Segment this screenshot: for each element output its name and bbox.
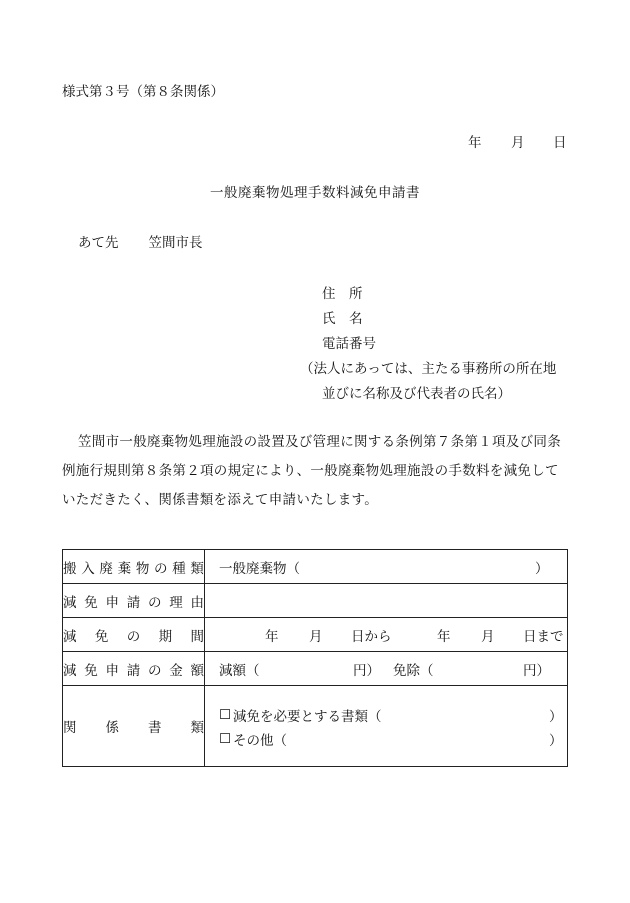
period-label bbox=[63, 618, 205, 652]
period-end-month: 月 bbox=[481, 628, 495, 645]
waste-type-label-chars: 搬 入 廃 棄 物 の 種 類 bbox=[63, 560, 204, 577]
other-docs-label: その他（ bbox=[233, 733, 287, 749]
reason-field[interactable] bbox=[205, 584, 568, 618]
other-docs-checkbox[interactable]: ☐ bbox=[219, 731, 232, 747]
table-row-waste-type bbox=[63, 550, 568, 584]
period-end-day: 日まで bbox=[523, 628, 564, 645]
addressee-label: あて先 bbox=[78, 235, 119, 251]
required-docs-label: 減免を必要とする書類（ bbox=[233, 709, 382, 725]
documents-label bbox=[63, 686, 205, 767]
date-year-label: 年 bbox=[468, 135, 482, 151]
application-details-table bbox=[62, 549, 568, 767]
period-start-day: 日から bbox=[351, 628, 392, 645]
table-row-period bbox=[63, 618, 568, 652]
reason-label bbox=[63, 584, 205, 618]
amount-field[interactable] bbox=[205, 652, 568, 686]
table-row-amount bbox=[63, 652, 568, 686]
date-day-label: 日 bbox=[553, 135, 567, 151]
period-label-chars: 減 免 の 期 間 bbox=[63, 628, 204, 645]
reason-label-chars: 減 免 申 請 の 理 由 bbox=[63, 594, 204, 611]
corporate-note-line-2: 並びに名称及び代表者の氏名） bbox=[322, 386, 511, 402]
reduction-prefix: 減額（ bbox=[219, 662, 260, 679]
waste-type-label bbox=[63, 550, 205, 584]
form-title: 一般廃棄物処理手数料減免申請書 bbox=[210, 185, 420, 201]
form-number: 様式第３号（第８条関係） bbox=[62, 84, 224, 100]
period-field[interactable] bbox=[205, 618, 568, 652]
applicant-phone-label: 電話番号 bbox=[322, 336, 376, 352]
application-statement: 笠間市一般廃棄物処理施設の設置及び管理に関する条例第７条第１項及び同条例施行規則第８条第２項の規定により、一般廃棄物処理施設の手数料を減免していただきたく、関係書類を添えて申請いたします。 bbox=[62, 434, 561, 508]
waste-type-close: ） bbox=[535, 560, 549, 577]
corporate-note-line-1: （法人にあっては、主たる事務所の所在地 bbox=[300, 361, 557, 377]
reduction-unit: 円） bbox=[353, 662, 380, 679]
addressee bbox=[78, 231, 203, 251]
documents-field bbox=[205, 686, 568, 767]
amount-label bbox=[63, 652, 205, 686]
required-docs-close: ） bbox=[549, 709, 563, 725]
other-docs-close: ） bbox=[549, 733, 563, 749]
period-start-month: 月 bbox=[309, 628, 323, 645]
addressee-recipient: 笠間市長 bbox=[148, 235, 203, 251]
period-start-year: 年 bbox=[265, 628, 279, 645]
date-month-label: 月 bbox=[511, 135, 525, 151]
period-end-year: 年 bbox=[437, 628, 451, 645]
required-docs-checkbox[interactable]: ☐ bbox=[219, 707, 232, 723]
applicant-address-label: 住 所 bbox=[322, 286, 363, 302]
table-row-documents bbox=[63, 686, 568, 767]
waste-type-field[interactable] bbox=[205, 550, 568, 584]
exemption-prefix: 免除（ bbox=[393, 662, 434, 679]
exemption-unit: 円） bbox=[523, 662, 550, 679]
table-row-reason bbox=[63, 584, 568, 618]
amount-label-chars: 減 免 申 請 の 金 額 bbox=[63, 662, 204, 679]
applicant-name-label: 氏 名 bbox=[322, 311, 363, 327]
documents-label-chars: 関 係 書 類 bbox=[63, 720, 204, 736]
waste-type-prefix: 一般廃棄物（ bbox=[219, 560, 300, 577]
